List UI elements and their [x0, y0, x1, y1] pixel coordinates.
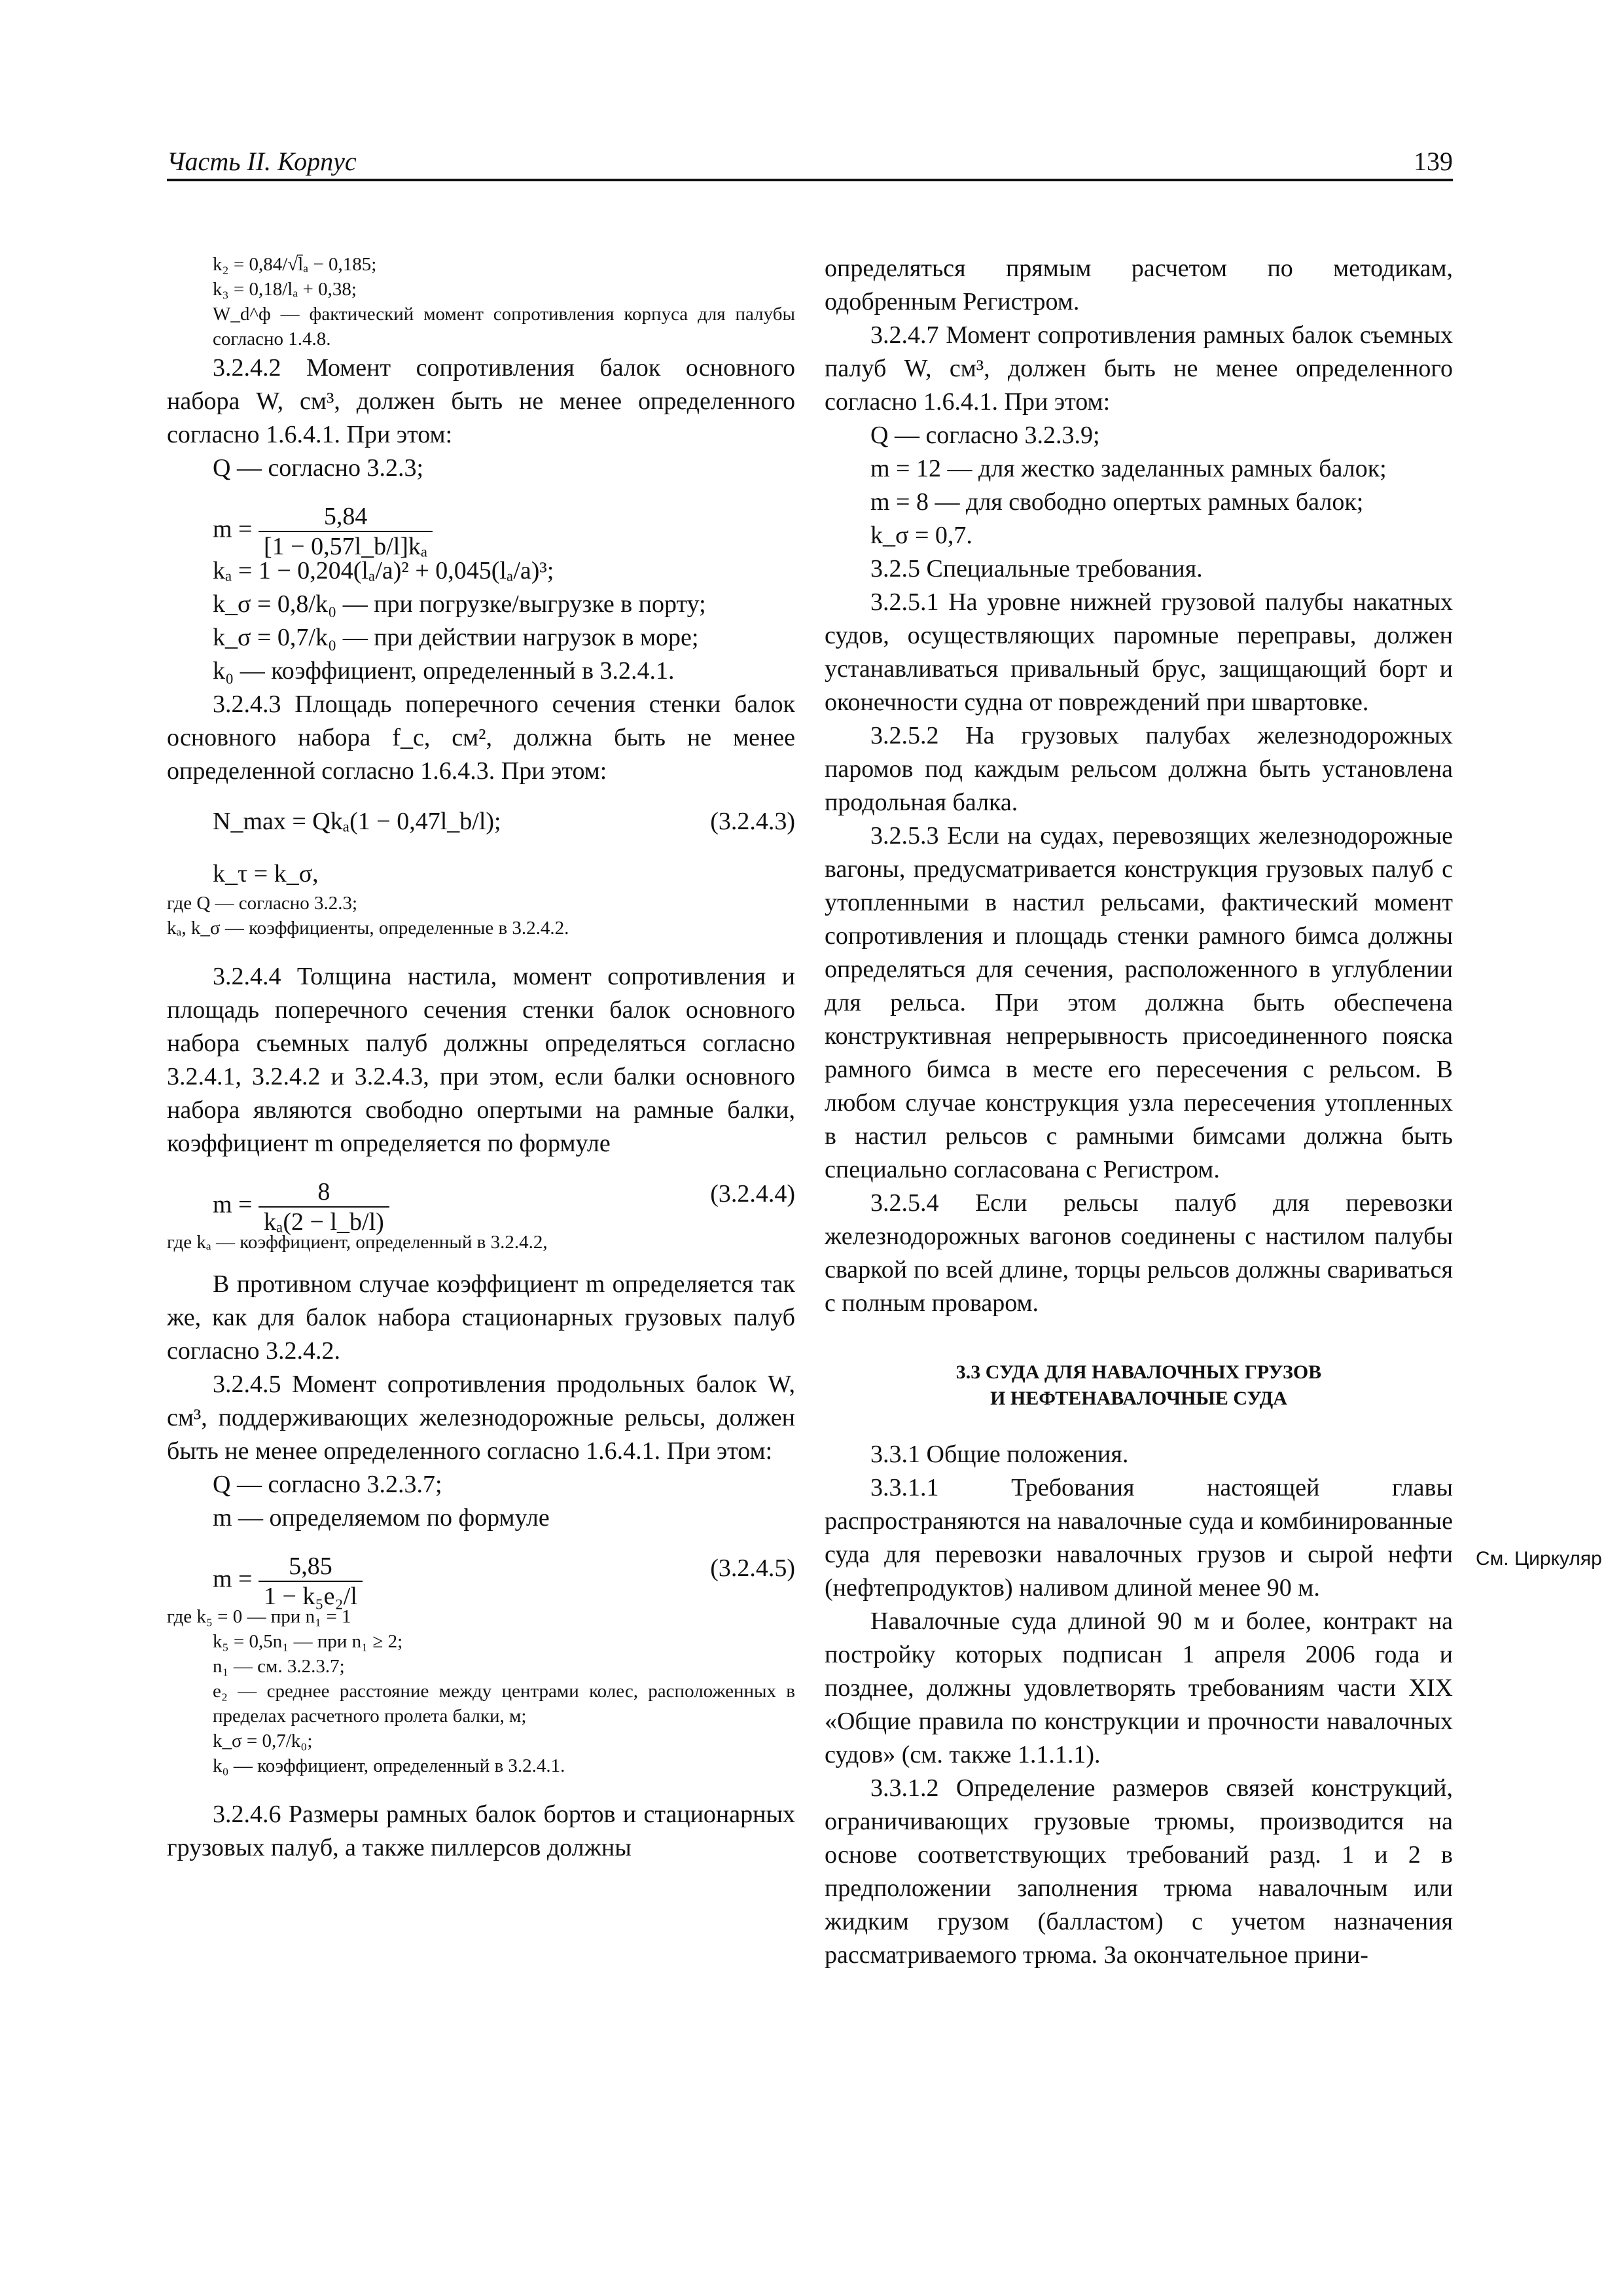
formula-m-1 — [167, 490, 795, 560]
nmax-expression: N_max = Qkₐ(1 − 0,47l_b/l); — [213, 808, 501, 835]
where-k5-b: k₅ = 0,5n₁ — при n₁ ≥ 2; — [213, 1631, 403, 1652]
page-header — [167, 141, 1453, 180]
left-column — [167, 252, 795, 1865]
m-symbol: m = — [213, 1565, 253, 1593]
formula-k3: k₃ = 0,18/lₐ + 0,38; — [213, 279, 357, 300]
fraction-m-2 — [259, 1177, 389, 1236]
paragraph-bulk-carriers: Навалочные суда длиной 90 м и более, контракт на постройку которых подписан 1 апреля 2006 года и позднее, должны удовлетворять требованиям части XIX «Общие правила по конструкции и прочности навалочных судов» (см. также 1.1.1.1). — [825, 1607, 1453, 1768]
m-8: m = 8 — для свободно опертых рамных балок; — [870, 488, 1364, 516]
paragraph-3-2-4-6: 3.2.4.6 Размеры рамных балок бортов и стационарных грузовых палуб, а также пиллерсов должны — [167, 1801, 795, 1861]
right-column — [825, 252, 1453, 1972]
formula-k2: k₂ = 0,84/√l̄ₐ − 0,185; — [213, 254, 377, 275]
paragraph-3-2-4-7: 3.2.4.7 Момент сопротивления рамных балок съемных палуб W, см³, должен быть не менее определенного согласно 1.6.4.1. При этом: — [825, 321, 1453, 416]
section-heading-line-1: 3.3 СУДА ДЛЯ НАВАЛОЧНЫХ ГРУЗОВ — [955, 1361, 1322, 1383]
where-k5-a: где k₅ = 0 — при n₁ = 1 — [167, 1606, 351, 1627]
paragraph-3-2-4-4: 3.2.4.4 Толщина настила, момент сопротивления и площадь поперечного сечения стенки балок основного набора съемных палуб должны определяться согласно 3.2.4.1, 3.2.4.2 и 3.2.4.3, при этом, если балки основного набора являются свободно опертыми на рамные балки, коэффициент m определяется по формуле — [167, 963, 795, 1157]
denominator: [1 − 0,57l_b/l]kₐ — [264, 533, 428, 560]
equation-number: (3.2.4.3) — [710, 808, 795, 835]
definition-k0: k₀ — коэффициент, определенный в 3.2.4.1. — [213, 657, 675, 685]
where-q: где Q — согласно 3.2.3; — [167, 893, 358, 914]
m-symbol: m = — [213, 1191, 253, 1219]
paragraph-3-2-5-2: 3.2.5.2 На грузовых палубах железнодорожных паромов под каждым рельсом должна быть установлена продольная балка. — [825, 722, 1453, 816]
where-ksigma: k_σ = 0,7/k₀; — [213, 1731, 313, 1751]
ksigma-07: k_σ = 0,7. — [870, 522, 972, 549]
where-ka-ksigma: kₐ, k_σ — коэффициенты, определенные в 3.2.4.2. — [167, 918, 569, 939]
q-ref-3-2-3: Q — согласно 3.2.3; — [213, 454, 424, 482]
paragraph-3-3-1-2: 3.3.1.2 Определение размеров связей конструкций, ограничивающих грузовые трюмы, производится на основе соответствующих требований разд. 1 и 2 в предположении заполнения трюма навалочным или жидким грузом (балластом) с учетом назначения рассматриваемого трюма. За окончательное прини- — [825, 1774, 1453, 1969]
definition-wd: W_d^ф — фактический момент сопротивления корпуса для палубы согласно 1.4.8. — [213, 304, 795, 350]
paragraph-3-2-5-4: 3.2.5.4 Если рельсы палуб для перевозки железнодорожных вагонов соединены с настилом палубы сваркой по всей длине, торцы рельсов должны свариваться с полным проваром. — [825, 1189, 1453, 1317]
paragraph-continued: определяться прямым расчетом по методикам, одобренным Регистром. — [825, 255, 1453, 315]
formula-m-3 — [167, 1540, 795, 1610]
page-number: 139 — [1414, 147, 1453, 176]
numerator: 5,85 — [259, 1552, 363, 1582]
where-ka: где kₐ — коэффициент, определенный в 3.2.4.2, — [167, 1232, 548, 1253]
heading-3-2-5: 3.2.5 Специальные требования. — [870, 555, 1203, 583]
paragraph-3-3-1-1: 3.3.1.1 Требования настоящей главы распространяются на навалочные суда и комбинированные суда для перевозки навалочных грузов и сырой нефти (нефтепродуктов) наливом длиной менее 90 м. — [825, 1474, 1453, 1602]
equation-number: (3.2.4.4) — [710, 1180, 795, 1208]
where-n1: n₁ — см. 3.2.3.7; — [213, 1656, 345, 1677]
running-title: Часть II. Корпус — [167, 147, 357, 176]
section-heading-3-3 — [825, 1359, 1453, 1412]
denominator: 1 − k₅e₂/l — [264, 1583, 357, 1610]
equation-number: (3.2.4.5) — [710, 1554, 795, 1582]
numerator: 5,84 — [259, 502, 433, 532]
m-by-formula: m — определяемом по формуле — [213, 1504, 550, 1532]
where-k0: k₀ — коэффициент, определенный в 3.2.4.1. — [213, 1755, 565, 1776]
margin-note: См. Циркуляр — [1476, 1548, 1602, 1570]
header-rule — [167, 179, 1453, 181]
paragraph-3-2-4-2: 3.2.4.2 Момент сопротивления балок основного набора W, см³, должен быть не менее определенного согласно 1.6.4.1. При этом: — [167, 354, 795, 448]
section-heading-line-2: И НЕФТЕНАВАЛОЧНЫЕ СУДА — [990, 1388, 1287, 1409]
formula-ktau: k_τ = k_σ, — [213, 860, 319, 888]
paragraph-otherwise: В противном случае коэффициент m определяется так же, как для балок набора стационарных грузовых палуб согласно 3.2.4.2. — [167, 1270, 795, 1365]
formula-ksigma-port: k_σ = 0,8/k₀ — при погрузке/выгрузке в порту; — [213, 590, 706, 618]
numerator: 8 — [259, 1177, 389, 1208]
m-12: m = 12 — для жестко заделанных рамных балок; — [870, 455, 1387, 482]
paragraph-3-2-4-5: 3.2.4.5 Момент сопротивления продольных балок W, см³, поддерживающих железнодорожные рельсы, должен быть не менее определенного согласно 1.6.4.1. При этом: — [167, 1371, 795, 1465]
where-e2: e₂ — среднее расстояние между центрами колес, расположенных в пределах расчетного пролета балки, м; — [213, 1681, 795, 1727]
paragraph-3-2-5-1: 3.2.5.1 На уровне нижней грузовой палубы накатных судов, осуществляющих паромные переправы, должен устанавливаться привальный брус, защищающий борт и оконечности судна от повреждений при швартовке. — [825, 588, 1453, 716]
heading-3-3-1: 3.3.1 Общие положения. — [870, 1441, 1129, 1468]
fraction-m-3 — [259, 1552, 363, 1611]
formula-m-2 — [167, 1166, 795, 1236]
formula-ka: kₐ = 1 − 0,204(lₐ/a)² + 0,045(lₐ/a)³; — [213, 557, 554, 584]
q-ref-3-2-3-9: Q — согласно 3.2.3.9; — [870, 422, 1100, 449]
denominator: kₐ(2 − l_b/l) — [264, 1208, 384, 1236]
formula-nmax — [167, 793, 795, 852]
paragraph-3-2-5-3: 3.2.5.3 Если на судах, перевозящих железнодорожные вагоны, предусматривается конструкция грузовых палуб с утопленными в настил рельсами, фактический момент сопротивления и площадь стенки рамного бимса должны определяться для сечения, расположенного в углублении для рельса. При этом должна быть обеспечена конструктивная непрерывность присоединенного пояска рамного бимса в месте его пересечения с рельсом. В любом случае конструкция узла пересечения утопленных в настил рельсов с рамными бимсами должна быть специально согласована с Регистром. — [825, 822, 1453, 1183]
q-ref-3-2-3-7: Q — согласно 3.2.3.7; — [213, 1471, 442, 1498]
paragraph-3-2-4-3: 3.2.4.3 Площадь поперечного сечения стенки балок основного набора f_c, см², должна быть не менее определенной согласно 1.6.4.3. При этом: — [167, 691, 795, 785]
formula-ksigma-sea: k_σ = 0,7/k₀ — при действии нагрузок в море; — [213, 624, 699, 651]
fraction-m-1 — [259, 502, 433, 561]
m-symbol: m = — [213, 515, 253, 543]
